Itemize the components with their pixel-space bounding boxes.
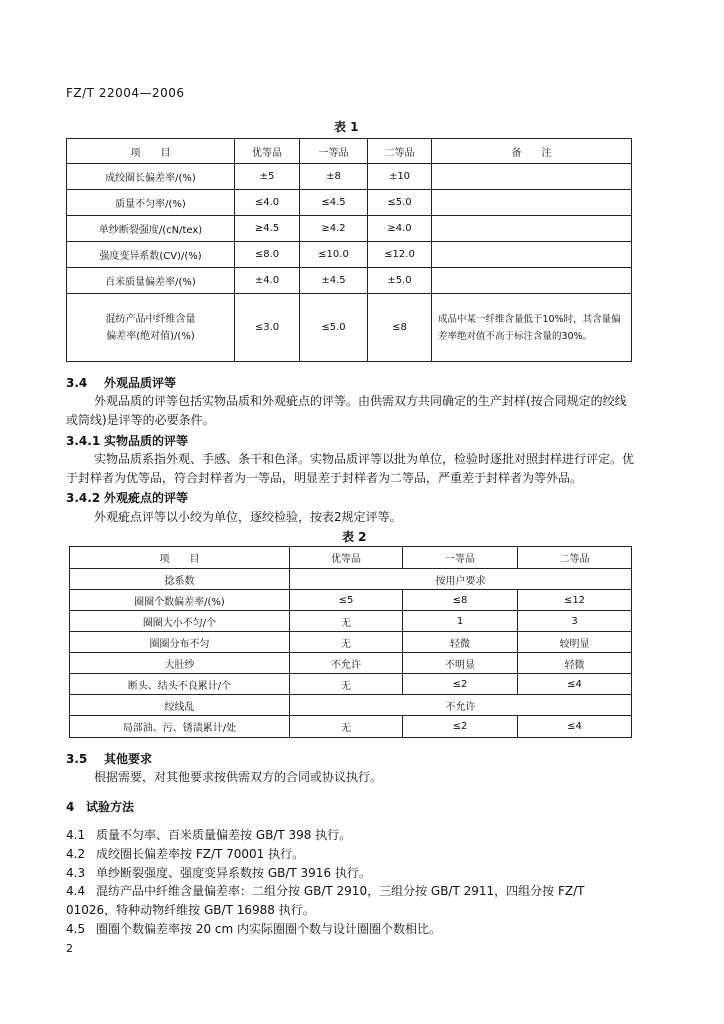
list-item [66, 882, 636, 920]
cell-item: 圈圈大小不匀/个 [70, 611, 290, 632]
item-number: 4.1 [66, 828, 86, 842]
cell-value: ±5.0 [368, 268, 432, 294]
section-title: 实物品质的评等 [104, 434, 189, 448]
list-item [66, 920, 636, 939]
item-text: 混纺产品中纤维含量偏差率：二组分按 GB/T 2910，三组分按 GB/T 2911，四组分按 FZ/T 01026，特种动物纤维按 GB/T 16988 执行。 [66, 884, 585, 917]
table-row [67, 294, 632, 362]
cell-value: ≤4.5 [300, 190, 368, 216]
cell-value: 无 [290, 716, 403, 738]
table1-header-second: 二等品 [368, 139, 432, 164]
section-3-5-heading [66, 750, 636, 769]
table-row [67, 190, 632, 216]
cell-value: ≤8 [368, 294, 432, 362]
table-row [67, 268, 632, 294]
item-number: 4.5 [66, 922, 86, 936]
cell-item: 圈圈分布不匀 [70, 632, 290, 653]
item-number: 4.4 [66, 884, 86, 898]
cell-item [67, 294, 235, 362]
cell-remark [432, 190, 632, 216]
section-title: 外观品质评等 [104, 376, 177, 390]
cell-value: 较明显 [518, 632, 632, 653]
cell-item: 百米质量偏差率/(%) [67, 268, 235, 294]
cell-value: ≤5.0 [368, 190, 432, 216]
section-3-4-2-heading [66, 489, 636, 508]
cell-remark: 成品中某一纤维含量低于10%时，其含量偏差率绝对值不高于标注含量的30%。 [432, 294, 632, 362]
cell-item: 局部油、污、锈渍累计/处 [70, 716, 290, 738]
list-item [66, 826, 636, 845]
cell-value: 不明显 [403, 653, 518, 674]
cell-value: 轻微 [518, 653, 632, 674]
table-row [70, 632, 632, 653]
table-row [67, 242, 632, 268]
item-text: 圈圈个数偏差率按 20 cm 内实际圈圈个数与设计圈圈个数相比。 [96, 922, 442, 936]
cell-item: 捻系数 [70, 569, 290, 590]
item-text: 质量不匀率、百米质量偏差按 GB/T 398 执行。 [96, 828, 352, 842]
cell-remark [432, 242, 632, 268]
cell-merged: 按用户要求 [290, 569, 632, 590]
table-row [70, 590, 632, 611]
table2-header-superior: 优等品 [290, 547, 403, 569]
cell-remark [432, 164, 632, 190]
cell-value: ≤8 [403, 590, 518, 611]
list-item [66, 845, 636, 864]
section-3-5-text: 根据需要，对其他要求按供需双方的合同或协议执行。 [94, 770, 383, 784]
cell-value: ≤2 [403, 674, 518, 695]
section-number: 3.4.1 [66, 434, 101, 448]
cell-merged: 不允许 [290, 695, 632, 716]
cell-value: ≤2 [403, 716, 518, 738]
table1-header-first: 一等品 [300, 139, 368, 164]
section-title: 其他要求 [104, 752, 153, 766]
table2-caption: 表 2 [342, 530, 367, 544]
cell-item: 大肚纱 [70, 653, 290, 674]
cell-value: ≤5.0 [300, 294, 368, 362]
table-row [67, 164, 632, 190]
table-2 [69, 546, 632, 738]
cell-item: 成绞圈长偏差率/(%) [67, 164, 235, 190]
cell-value: ≤10.0 [300, 242, 368, 268]
table-row [70, 674, 632, 695]
cell-value: 不允许 [290, 653, 403, 674]
cell-value: ≤12.0 [368, 242, 432, 268]
section-3-4-text: 外观品质的评等包括实物品质和外观疵点的评等。由供需双方共同确定的生产封样(按合同规定的绞线或筒线)是评等的必要条件。 [66, 394, 627, 427]
cell-item: 单纱断裂强度/(cN/tex) [67, 216, 235, 242]
table1-header-remark: 备 注 [432, 139, 632, 164]
cell-item-line: 混纺产品中纤维含量 [105, 313, 196, 325]
cell-item-line: 偏差率(绝对值)/(%) [106, 330, 195, 342]
table1-caption: 表 1 [334, 120, 359, 134]
cell-value: ≤4.0 [235, 190, 300, 216]
cell-value: ≤4 [518, 674, 632, 695]
cell-value: ≤5 [290, 590, 403, 611]
section-title: 外观疵点的评等 [104, 491, 189, 505]
cell-item: 圈圈个数偏差率/(%) [70, 590, 290, 611]
section-number: 3.4.2 [66, 491, 101, 505]
cell-value: ≤4 [518, 716, 632, 738]
cell-value: ±10 [368, 164, 432, 190]
table-row [70, 569, 632, 590]
cell-value: ≥4.5 [235, 216, 300, 242]
cell-value: ≤8.0 [235, 242, 300, 268]
table1-header-superior: 优等品 [235, 139, 300, 164]
table1-header-item: 项 目 [67, 139, 235, 164]
section-number: 3.5 [66, 752, 88, 766]
cell-value: ≥4.0 [368, 216, 432, 242]
table2-header-first: 一等品 [403, 547, 518, 569]
cell-item: 断头、结头不良累计/个 [70, 674, 290, 695]
document-code: FZ/T 22004—2006 [66, 86, 185, 100]
cell-remark [432, 268, 632, 294]
section-number: 3.4 [66, 376, 88, 390]
cell-value: 无 [290, 674, 403, 695]
cell-value: 3 [518, 611, 632, 632]
cell-value: 轻微 [403, 632, 518, 653]
section-3-4-2-text: 外观疵点评等以小绞为单位，逐绞检验，按表2规定评等。 [94, 510, 402, 524]
table2-header-item: 项 目 [70, 547, 290, 569]
section-title: 试验方法 [86, 800, 135, 814]
page-number: 2 [66, 942, 73, 955]
cell-value: ±5 [235, 164, 300, 190]
list-item [66, 864, 636, 883]
item-number: 4.3 [66, 866, 86, 880]
cell-value: ±4.5 [300, 268, 368, 294]
table2-header-second: 二等品 [518, 547, 632, 569]
cell-value: ≤12 [518, 590, 632, 611]
cell-value: 无 [290, 611, 403, 632]
cell-item: 强度变异系数(CV)/(%) [67, 242, 235, 268]
table-row [70, 653, 632, 674]
section-4-heading [66, 798, 636, 817]
cell-value: ≥4.2 [300, 216, 368, 242]
cell-value: ≤3.0 [235, 294, 300, 362]
section-3-4-1-heading [66, 432, 636, 451]
cell-item: 质量不匀率/(%) [67, 190, 235, 216]
table-row [70, 695, 632, 716]
item-text: 成绞圈长偏差率按 FZ/T 70001 执行。 [96, 847, 305, 861]
cell-item: 绞线乱 [70, 695, 290, 716]
cell-value: 无 [290, 632, 403, 653]
table-row [70, 611, 632, 632]
table-row [70, 716, 632, 738]
table-row [67, 216, 632, 242]
section-number: 4 [66, 800, 75, 814]
table-1 [66, 138, 632, 362]
section-3-4-heading [66, 374, 636, 393]
item-text: 单纱断裂强度、强度变异系数按 GB/T 3916 执行。 [96, 866, 371, 880]
section-3-4-1-text: 实物品质系指外观、手感、条干和色泽。实物品质评等以批为单位，检验时逐批对照封样进行评定。优于封样者为优等品，符合封样者为一等品，明显差于封样者为二等品，严重差于封样者为等外品。 [66, 452, 635, 485]
cell-value: 1 [403, 611, 518, 632]
cell-value: ±8 [300, 164, 368, 190]
item-number: 4.2 [66, 847, 86, 861]
cell-remark [432, 216, 632, 242]
cell-value: ±4.0 [235, 268, 300, 294]
